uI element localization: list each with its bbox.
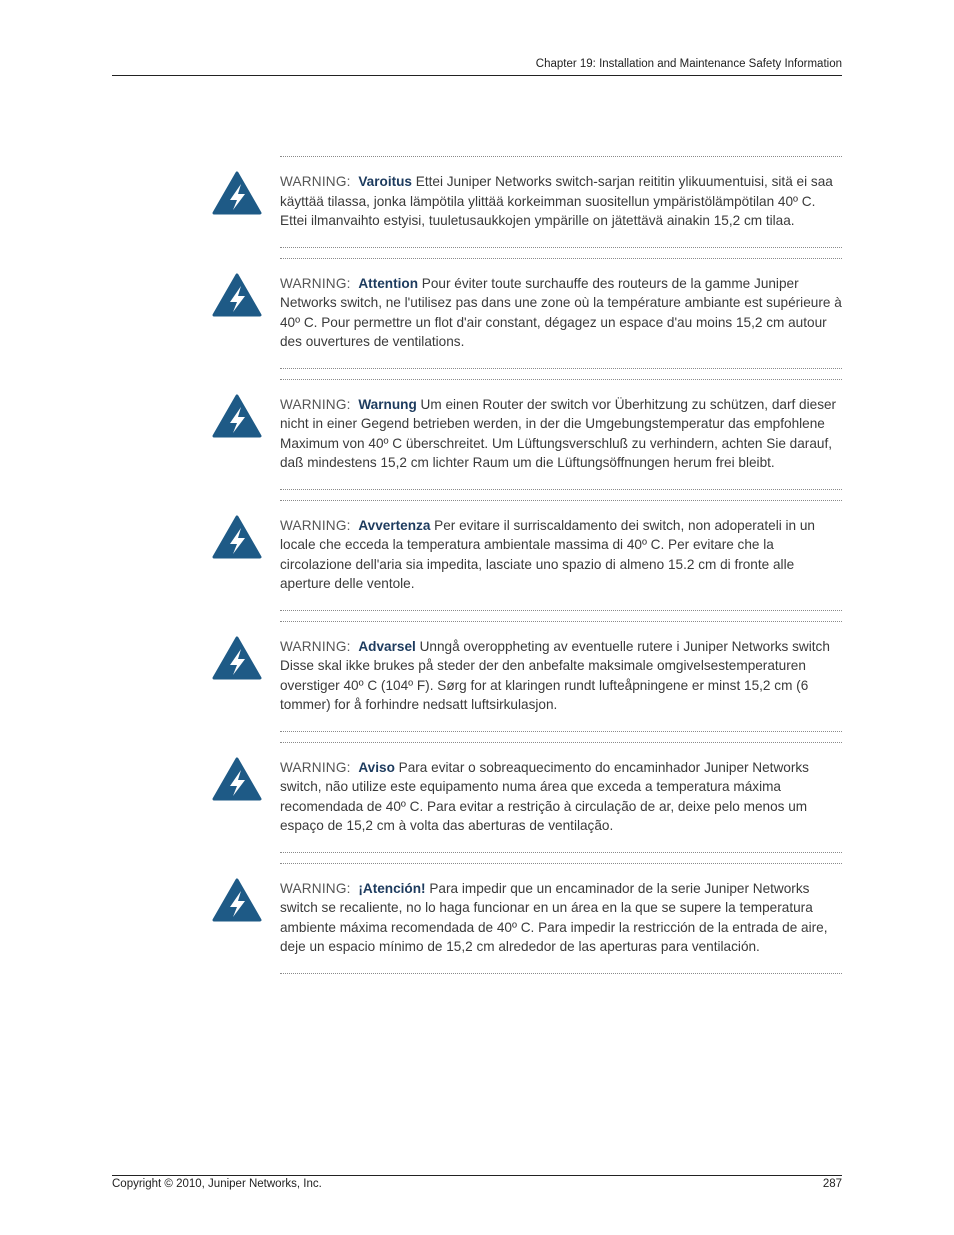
warning-body: Para evitar o sobreaquecimento do encaminhador Juniper Networks switch, não utilize este equipamento numa área que exceda a temperatura máxima recomendada de 40º C. Para evitar a restrição à circulação de ar, deixe pelo menos um espaço de 15,2 cm à volta das aberturas de ventilação.: [280, 759, 809, 833]
warning-prefix: WARNING:: [280, 880, 351, 896]
warning-body: Unngå overoppheting av eventuelle rutere i Juniper Networks switch Disse skal ikke brukes på steder der den anbefalte maksimale omgivelsestemperaturen overstiger 40º C (104º F). Sørg for at klaringen rundt lufteåpningene er minst 15,2 cm (6 tommer) for å forhindre nedsatt luftsirkulasjon.: [280, 638, 830, 712]
warning-lightning-icon: [212, 636, 262, 680]
warning-lightning-icon: [212, 757, 262, 801]
warning-lightning-icon: [212, 394, 262, 438]
warning-body: Per evitare il surriscaldamento dei switch, non adoperateli in un locale che ecceda la temperatura ambientale massima di 40º C. Per evitare che la circolazione dell'aria sia impedita, lasciate uno spazio di almeno 15.2 cm di fronte alle aperture delle ventole.: [280, 517, 815, 591]
warning-prefix: WARNING:: [280, 638, 351, 654]
warning-label: Attention: [358, 275, 419, 291]
warning-text: [280, 879, 842, 957]
warning-block-italian: [0, 500, 954, 621]
warning-body: Um einen Router der switch vor Überhitzung zu schützen, darf dieser nicht in einer Gegend betrieben werden, in der die Umgebungstemperatur das empfohlene Maximum von 40º C überschreitet. Um Lüftungsverschluß zu verhindern, achten Sie darauf, daß mindestens 15,2 cm lichter Raum um die Lüftungsöffnungen herum frei bleibt.: [280, 396, 837, 470]
dotted-rule-bottom: [280, 973, 842, 974]
warning-body: Pour éviter toute surchauffe des routeurs de la gamme Juniper Networks switch, ne l'utilisez pas dans une zone où la température ambiante est supérieure à 40º C. Pour permettre un flot d'air constant, dégagez un espace d'au moins 15,2 cm autour des ouvertures de ventilations.: [280, 275, 842, 349]
warning-block-german: [0, 379, 954, 500]
running-header: Chapter 19: Installation and Maintenance Safety Information: [535, 58, 842, 70]
warning-prefix: WARNING:: [280, 174, 351, 189]
warning-block-norwegian: [0, 621, 954, 742]
warning-prefix: WARNING:: [280, 275, 351, 291]
warning-label: ¡Atención!: [358, 880, 426, 896]
warning-text: [280, 637, 842, 715]
warning-text: [280, 395, 842, 473]
page-number: 287: [822, 1178, 842, 1190]
warning-lightning-icon: [212, 171, 262, 215]
warning-label: Advarsel: [358, 638, 416, 654]
warning-block-spanish: [0, 863, 954, 974]
warning-prefix: WARNING:: [280, 759, 351, 775]
warning-label: Varoitus: [358, 174, 412, 189]
warning-lightning-icon: [212, 878, 262, 922]
warning-lightning-icon: [212, 273, 262, 317]
warning-block-portuguese: [0, 742, 954, 863]
warning-label: Warnung: [358, 396, 417, 412]
warning-text: [280, 516, 842, 594]
warning-label: Aviso: [358, 759, 395, 775]
warning-text: [280, 274, 842, 352]
warnings-list: [0, 156, 954, 974]
warning-block-finnish: [0, 156, 954, 258]
warning-label: Avvertenza: [358, 517, 431, 533]
warning-body: Ettei Juniper Networks switch-sarjan reititin ylikuumentuisi, sitä ei saa käyttää tilassa, jonka lämpötila ylittää korkeimman suositellun ympäristölämpötilan 40º C. Ettei ilmanvaihto estyisi, tuuletusaukkojen ympärille on jätettävä ainakin 15,2 cm tilaa.: [280, 174, 833, 228]
footer-rule: [112, 1175, 842, 1176]
warning-body: Para impedir que un encaminador de la serie Juniper Networks switch se recaliente, no lo haga funcionar en un área en la que se supere la temperatura ambiente máxima recomendada de 40º C. Para impedir la restricción de la entrada de aire, deje un espacio mínimo de 15,2 cm alrededor de las aperturas para ventilación.: [280, 880, 828, 954]
warning-block-french: [0, 258, 954, 379]
warning-prefix: WARNING:: [280, 396, 351, 412]
footer-copyright: Copyright © 2010, Juniper Networks, Inc.: [112, 1178, 322, 1190]
warning-text: [280, 172, 842, 231]
warning-lightning-icon: [212, 515, 262, 559]
warning-text: [280, 758, 842, 836]
warning-prefix: WARNING:: [280, 517, 351, 533]
header-rule: [112, 75, 842, 76]
